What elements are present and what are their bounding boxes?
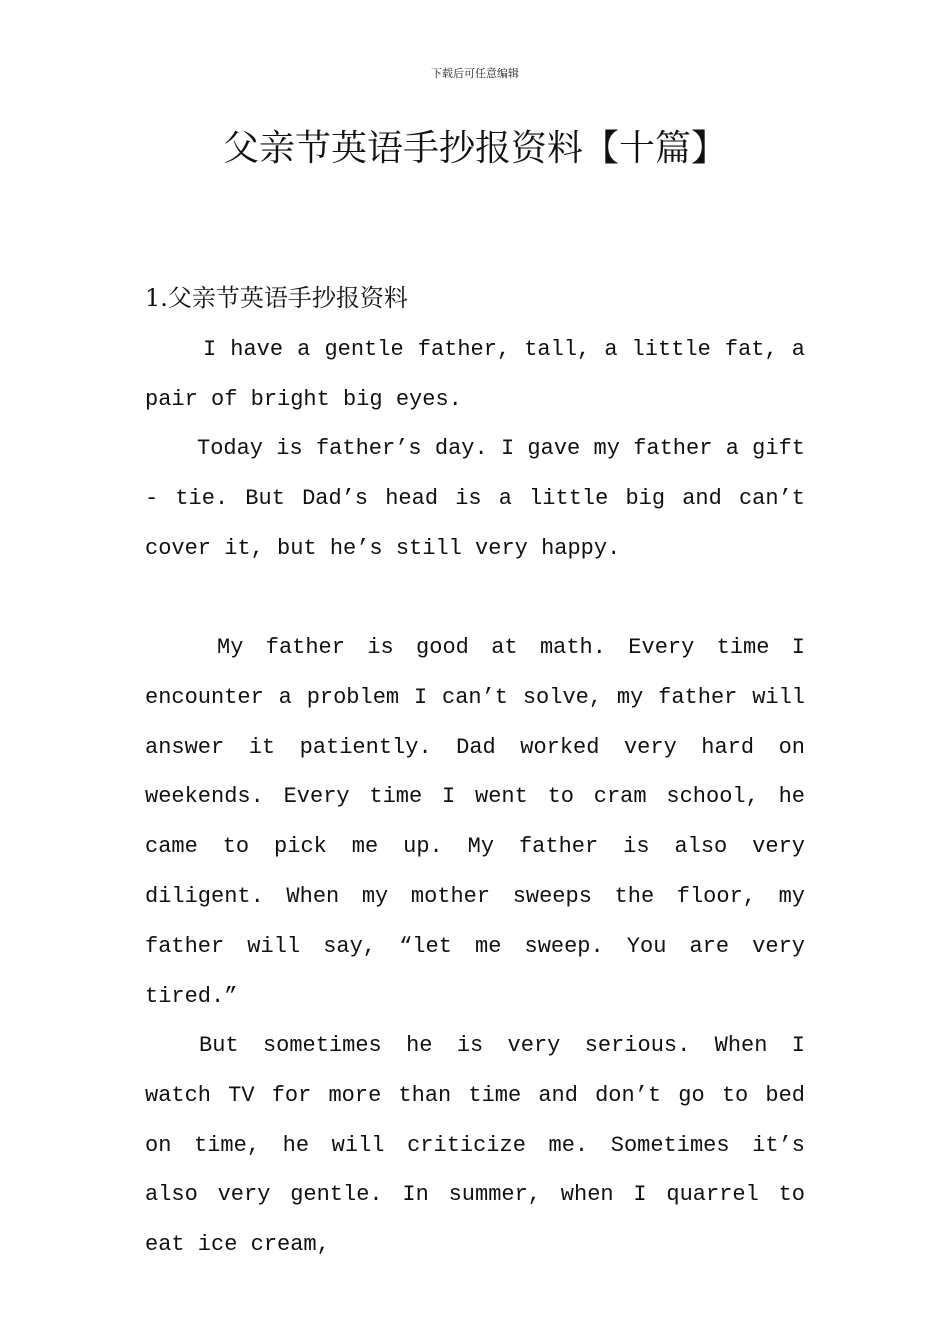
section-heading: 1.父亲节英语手抄报资料: [145, 284, 408, 312]
document-title: 父亲节英语手抄报资料【十篇】: [222, 128, 727, 169]
paragraph-1: I have a gentle father, tall, a little fat, a pair of bright big eyes.: [145, 337, 805, 412]
paragraph-2: Today is father’s day. I gave my father a gift - tie. But Dad’s head is a little big and can’t cover it, but he’s still very happy.: [145, 436, 805, 561]
header-note: 下载后可任意编辑: [431, 67, 519, 80]
paragraph-4: But sometimes he is very serious. When I watch TV for more than time and don’t go to bed on time, he will criticize me. Sometimes it’s also very gentle. In summer, when I quarrel to eat ice cream,: [145, 1033, 805, 1258]
paragraph-3: My father is good at math. Every time I encounter a problem I can’t solve, my father will answer it patiently. Dad worked very hard on weekends. Every time I went to cram school, he came to pick me up. My father is also very diligent. When my mother sweeps the floor, my father will say, “let me sweep. You are very tired.”: [145, 635, 805, 1009]
